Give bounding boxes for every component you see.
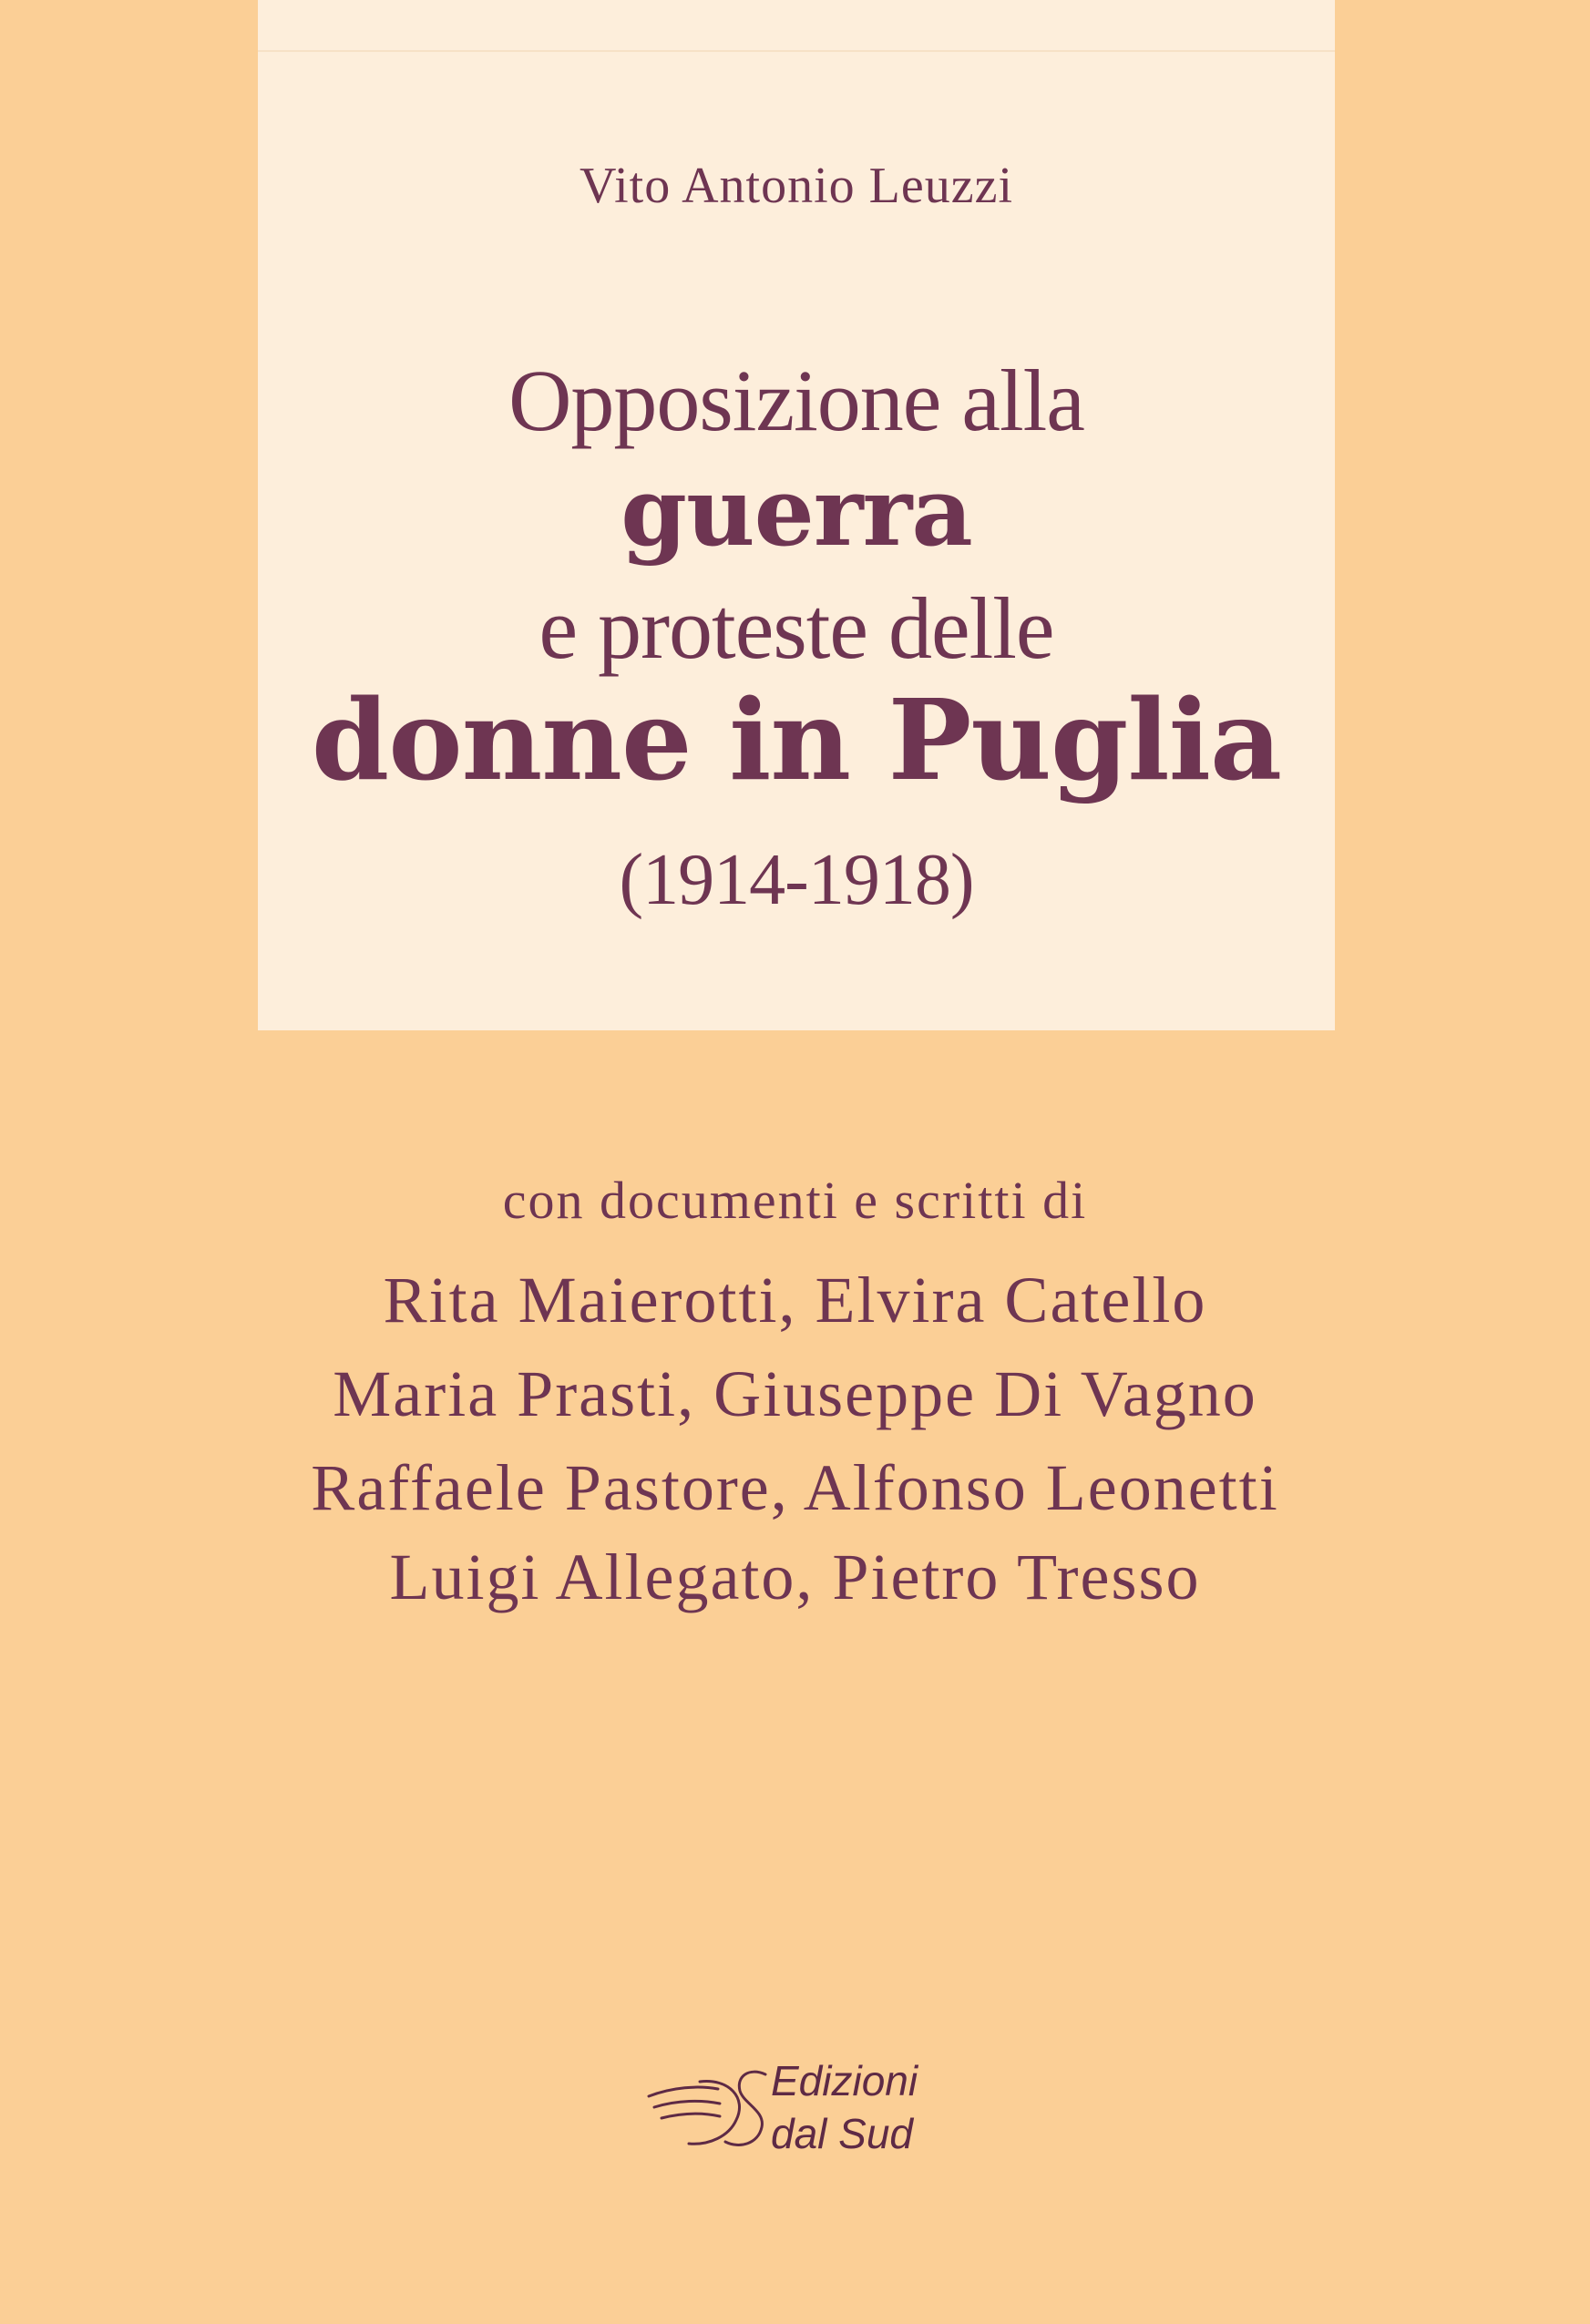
- contributors-line: Luigi Allegato, Pietro Tresso: [389, 1541, 1201, 1613]
- author-name: Vito Antonio Leuzzi: [580, 158, 1013, 214]
- publisher-name-line: dal Sud: [771, 2110, 914, 2157]
- title-years: (1914-1918): [619, 840, 974, 920]
- contributors-intro: con documenti e scritti di: [502, 1171, 1088, 1230]
- panel-divider: [258, 50, 1335, 52]
- eds-logo-icon: [645, 2062, 773, 2153]
- contributors-line: Raffaele Pastore, Alfonso Leonetti: [311, 1451, 1279, 1524]
- title-line-2: guerra: [621, 456, 972, 568]
- title-panel: [258, 0, 1335, 1030]
- title-line-4: donne in Puglia: [311, 674, 1282, 805]
- title-line-1: Opposizione alla: [508, 352, 1084, 449]
- contributors-line: Maria Prasti, Giuseppe Di Vagno: [333, 1357, 1257, 1430]
- publisher-name: [771, 2054, 918, 2160]
- title-line-3: e proteste delle: [539, 579, 1054, 677]
- publisher-name-line: Edizioni: [771, 2057, 918, 2104]
- publisher-mark: [638, 2054, 966, 2173]
- contributors-line: Rita Maierotti, Elvira Catello: [383, 1264, 1207, 1336]
